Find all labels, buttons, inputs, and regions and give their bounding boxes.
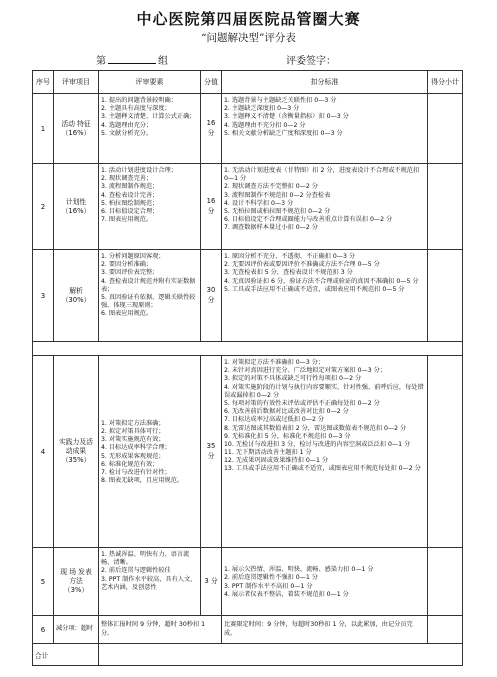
row-subtotal-cell[interactable] — [428, 164, 463, 250]
list-item: 4. 目标达成率科学合理； — [101, 444, 171, 452]
list-item: 4. 查检表设计规范并附有实证数据表； — [101, 277, 196, 293]
list-item: 1. 热诚浑温、明快有力、语言流畅、清晰。 — [101, 551, 190, 567]
list-item: 5. 真因验证有依据、逻辑关联性较强、体现三现原则； — [101, 293, 196, 310]
col-header-subtotal: 得分小计 — [428, 71, 463, 94]
list-item: 6. 目标值设定不合理或圈能力与改善重点计算有误扣 0—2 分 — [224, 216, 393, 224]
group-number-blank[interactable] — [108, 53, 156, 64]
row-score: 35 分 — [201, 356, 222, 548]
list-item: 5. 工具或手法应用不正确或不适宜，或图表应用不规范扣 0—5 分 — [224, 285, 405, 293]
row-index: 6 — [33, 616, 54, 644]
row-index: 3 — [33, 250, 54, 342]
row-subtotal-cell[interactable] — [428, 250, 463, 342]
list-item: 1. 无活动计划进度表（甘特图）扣 2 分，进度表设计不合理或不规范扣 0—1 分 — [224, 167, 420, 183]
row-requirements — [99, 548, 201, 616]
row-score: 3 分 — [201, 548, 222, 616]
list-item: 3. 流程图制作规范； — [101, 183, 159, 191]
list-item: 10. 无检讨与改进扣 3 分，检讨与改进的内容空洞或泛泛扣 0—1 分 — [224, 440, 411, 448]
list-item: 1. 分析问题原因客观； — [101, 253, 165, 260]
row-score: 16 分 — [201, 164, 222, 250]
list-item: 6. 标准化规范有效； — [101, 460, 159, 468]
list-item: 7. 检讨与改进有针对性； — [101, 468, 171, 476]
row-item: 计划性 （16%） — [54, 164, 99, 250]
total-value-cell[interactable] — [99, 644, 463, 666]
row-subtotal-cell[interactable] — [428, 94, 463, 164]
row-deductions — [222, 548, 428, 616]
list-item: 5. 相关文献分析缺乏广度和深度扣 0—3 分 — [224, 129, 343, 137]
list-item: 3. 主题释义清楚、计算公式正确； — [101, 113, 196, 121]
list-item: 2. 未针对真因进行充分、广泛地拟定对策方案扣 0—3 分； — [224, 367, 386, 375]
row-deductions — [222, 356, 428, 548]
list-item: 1. 提出的问题背景较明确； — [101, 97, 177, 104]
list-item: 2. 现状调查方法不完整扣 0—2 分 — [224, 183, 318, 191]
row-index: 5 — [33, 548, 54, 616]
row-item: 解析 （30%） — [54, 250, 99, 342]
list-item: 1. 选题背景与主题缺乏关联性扣 0—3 分 — [224, 97, 337, 104]
list-item: 5. 无形成果客观规范； — [101, 452, 165, 460]
row-requirements — [99, 250, 201, 342]
total-label: 合计 — [33, 644, 99, 666]
list-item: 2. 前后连贯逻辑性不强扣 0—1 分 — [224, 574, 318, 582]
col-header-deductions: 扣分标准 — [222, 71, 428, 94]
list-item: 9. 无标准化扣 5 分，标准化不规范扣 0—3 分 — [224, 432, 351, 440]
list-item: 12. 无成果巩固或效果维持扣 0—1 分 — [224, 457, 329, 465]
list-item: 6. 无改善前后数据对比或改善对比扣 0—2 分 — [224, 408, 349, 416]
score-table — [32, 70, 463, 666]
table-row — [33, 164, 463, 250]
col-header-item: 评审项目 — [54, 71, 99, 94]
row-score: 16 分 — [201, 94, 222, 164]
list-item: 1. 对策拟定方法不准确扣 0—3 分； — [224, 359, 325, 366]
list-item: 3. 要因评价表完整； — [101, 269, 159, 277]
table-row-overtime — [33, 616, 463, 644]
list-item: 8. 无雷达图或其数值表扣 2 分，雷达图或数值表不规范扣 0—2 分 — [224, 424, 407, 432]
overtime-detail: 比赛限定时间：9 分钟，每超时30秒扣 1 分，以此累加，由记分员完成。 — [222, 616, 428, 644]
list-item: 3. PPT 制作水平较高，具有人文、艺术内涵，及创意性 — [101, 575, 197, 591]
row-item: 活动 特征（16%） — [54, 94, 99, 164]
overtime-rule: 整体汇报时间 9 分钟，超时 30秒扣 1 分。 — [99, 616, 222, 644]
row-item: 实践力及活动成果 （35%） — [54, 356, 99, 548]
list-item: 3. 流程图制作不规范扣 0—2 分查检表 — [224, 191, 331, 199]
judge-signature-label: 评委签字： — [286, 56, 336, 67]
list-item: 3. 拟定的对策不具体或缺乏可行性每项扣 0—2 分 — [224, 375, 362, 383]
list-item: 3. 对策实施规范有效； — [101, 436, 165, 444]
list-item: 1. 原因分析不充分、不透彻、不正确扣 0—3 分 — [224, 253, 356, 260]
group-suffix: 组 — [158, 56, 168, 67]
list-item: 4. 设计不科学扣 0—3 分 — [224, 199, 294, 207]
list-item: 2. 主题缺乏深度扣 0—3 分 — [224, 105, 300, 113]
list-item: 7. 调查数据样本量过小扣 0—2 分 — [224, 224, 318, 232]
list-item: 1. 对策拟定方法准确； — [101, 419, 165, 427]
list-item: 2. 无要因评价表或要因评价不准确或方法不合理 0—5 分 — [224, 261, 380, 269]
overtime-subtotal-cell[interactable] — [428, 616, 463, 644]
table-row — [33, 250, 463, 342]
row-deductions — [222, 94, 428, 164]
list-item: 2. 要因分析准确； — [101, 261, 153, 269]
list-item: 4. 选题理由不充分扣 0—2 分 — [224, 121, 306, 129]
list-item: 6. 图表应用规范。 — [101, 310, 153, 318]
row-item: 现 场 发表 方法 （3%） — [54, 548, 99, 616]
overtime-item: 减分项：超时 — [54, 616, 99, 644]
table-row — [33, 356, 463, 548]
list-item: 3. 无查检表扣 5 分，查检表设计不规范扣 3 分 — [224, 269, 353, 277]
list-item: 2. 前后连贯与逻辑性较佳 — [101, 567, 171, 575]
table-header-row — [33, 71, 463, 94]
row-subtotal-cell[interactable] — [428, 548, 463, 616]
list-item: 4. 选题理由充分； — [101, 121, 153, 129]
col-header-index: 序号 — [33, 71, 54, 94]
row-index: 1 — [33, 94, 54, 164]
list-item: 6. 目标值设定合理； — [101, 207, 159, 215]
list-item: 7. 目标达成率过高或过低扣 0—2 分 — [224, 416, 325, 424]
list-item: 4. 展示者仪表不整洁，着装不规范扣 0—1 分 — [224, 590, 349, 598]
list-item: 5. 无柏拉图或柏拉图不规范扣 0—2 分 — [224, 207, 331, 215]
row-requirements — [99, 356, 201, 548]
list-item: 5. 每项对策的有效性未评估或评估不正确每处扣 0—2 分 — [224, 399, 380, 407]
table-row — [33, 548, 463, 616]
list-item: 5. 文献分析充分。 — [101, 129, 153, 137]
list-item: 11. 无下期活动改善主题扣 1 分 — [224, 449, 312, 457]
list-item: 1. 活动计划进度设计合理； — [101, 167, 177, 174]
row-requirements — [99, 164, 201, 250]
page-subtitle: “问题解决型”评分表 — [201, 32, 296, 44]
row-index: 2 — [33, 164, 54, 250]
list-item: 1. 展示欠热情、浑温、明快、流畅、感染力扣 0—1 分 — [224, 566, 374, 574]
row-deductions — [222, 250, 428, 342]
row-deductions — [222, 164, 428, 250]
list-item: 2. 拟定对策具体可行； — [101, 427, 165, 435]
table-row-total — [33, 644, 463, 666]
group-prefix: 第 — [96, 56, 106, 67]
row-index: 4 — [33, 356, 54, 548]
col-header-requirements: 评审要素 — [99, 71, 201, 94]
list-item: 13. 工具或手法应用不正确或不适宜，或图表应用不规范每处扣 0—2 分 — [224, 465, 421, 473]
table-gap-row — [33, 342, 463, 356]
list-item: 2. 主题具有高度与深度； — [101, 105, 171, 113]
group-number-line — [96, 52, 168, 67]
row-subtotal-cell[interactable] — [428, 356, 463, 548]
list-item: 3. PPT 制作水平不高扣 0—1 分 — [224, 582, 313, 590]
list-item: 4. 查检表设计完善； — [101, 191, 159, 199]
list-item: 7. 图表应用规范。 — [101, 216, 153, 224]
page-title: 中心医院第四届医院品管圈大赛 — [136, 10, 361, 28]
list-item: 5. 柏拉图绘制规范； — [101, 199, 159, 207]
col-header-score: 分值 — [201, 71, 222, 94]
list-item: 8. 图表无缺项，且应用规范。 — [101, 477, 184, 485]
list-item: 4. 无真因验证扣 6 分，验证方法不合理或验证的真因不准确扣 0—5 分 — [224, 277, 419, 285]
list-item: 3. 主题释义不清楚（含衡量指标）扣 0—3 分 — [224, 113, 349, 121]
table-row — [33, 94, 463, 164]
list-item: 4. 对策实施阶段的计划与执行内容要顺实，针对性强、前呼后应，每处错误或漏掉扣 0—2 分 — [224, 383, 424, 399]
list-item: 2. 现状调查完善； — [101, 175, 153, 183]
row-requirements — [99, 94, 201, 164]
row-score: 30 分 — [201, 250, 222, 342]
